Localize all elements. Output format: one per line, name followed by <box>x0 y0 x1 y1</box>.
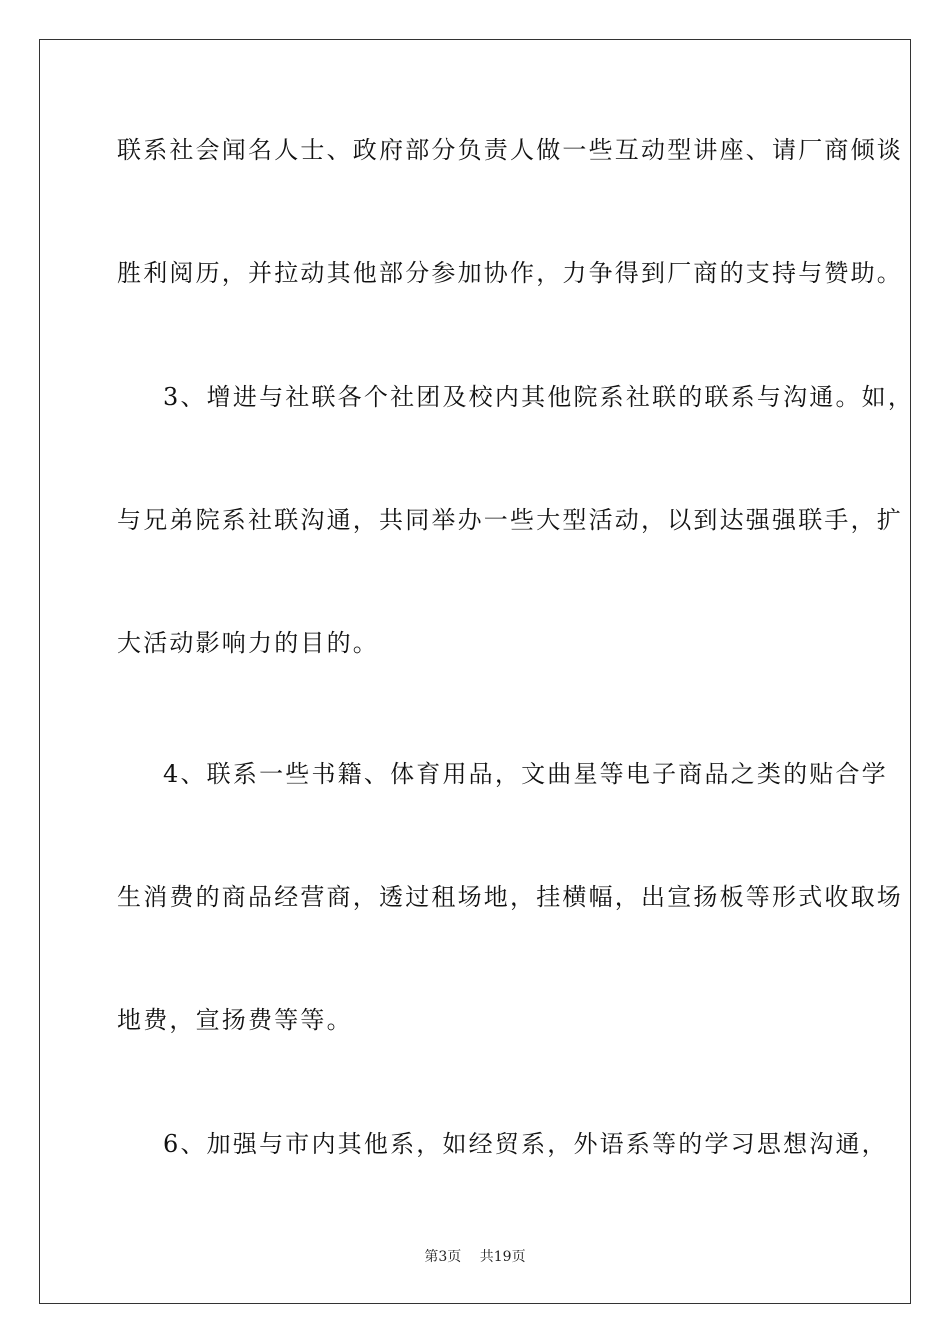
body-text-line: 地费，宣扬费等等。 <box>117 1006 353 1034</box>
body-text-line: 6、加强与市内其他系，如经贸系，外语系等的学习思想沟通， <box>163 1130 888 1158</box>
body-text-line: 3、增进与社联各个社团及校内其他院系社联的联系与沟通。如， <box>163 383 915 411</box>
body-text-line: 与兄弟院系社联沟通，共同举办一些大型活动，以到达强强联手，扩 <box>117 506 903 534</box>
page-number: 第3页 <box>424 1249 462 1265</box>
body-text-line: 大活动影响力的目的。 <box>117 629 379 657</box>
body-text-line: 联系社会闻名人士、政府部分负责人做一些互动型讲座、请厂商倾谈 <box>117 136 903 164</box>
body-text-line: 胜利阅历，并拉动其他部分参加协作，力争得到厂商的支持与赞助。 <box>117 259 903 287</box>
page-total: 共19页 <box>479 1249 526 1265</box>
body-text-line: 生消费的商品经营商，透过租场地，挂横幅，出宣扬板等形式收取场 <box>117 883 903 911</box>
body-text-line: 4、联系一些书籍、体育用品，文曲星等电子商品之类的贴合学 <box>163 760 888 788</box>
page-frame <box>39 39 915 1304</box>
page-footer <box>0 1248 950 1266</box>
